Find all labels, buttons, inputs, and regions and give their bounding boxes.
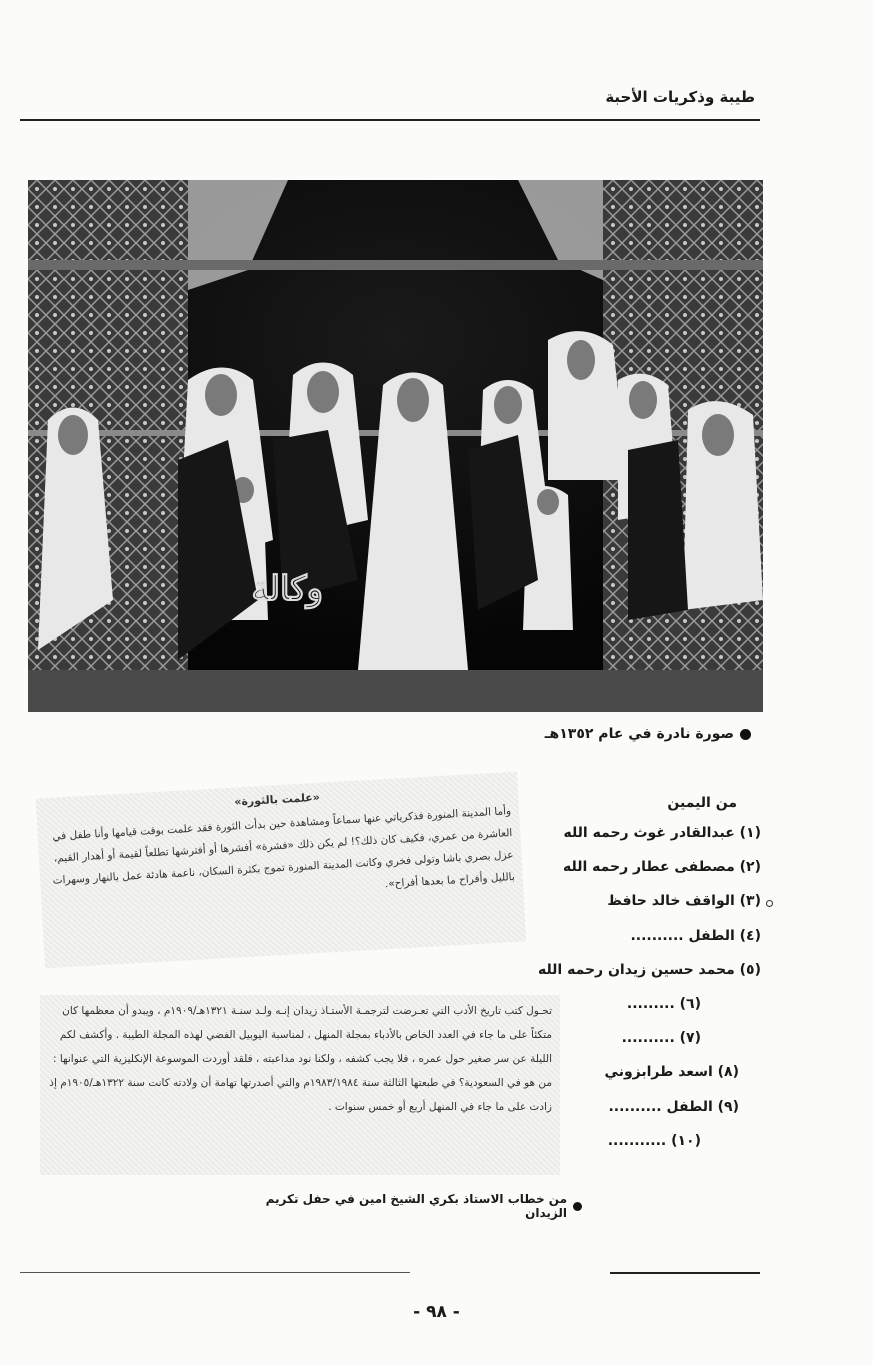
footer-rule — [20, 1272, 410, 1273]
list-item: (٣) الواقف خالد حافظ — [607, 893, 761, 910]
photo-overlay-text: وكالة — [251, 569, 323, 609]
list-item: (٩) الطفل .......... — [608, 1098, 739, 1115]
photo-caption — [545, 726, 751, 742]
list-item: (٤) الطفل .......... — [630, 927, 761, 944]
quote-body: وأما المدينة المنورة فذكرياتي عنها سماعاً ومشاهدة حين بدأت الثورة فقد علمت بوقت قيامها وأنا طفل في العاشرة من عمري، فكيف كان ذلك؟! لم يكن ذلك «فشرة» أفشرها أو أفترشها تطلعاً لقيمة أو أهدار القيم، عزل بصري باشا وتولى فخري وكانت المدينة المنورة تموج بكثرة السكان، ناعمة هادئة عمل بالنهار وسهرات بالليل وأفراح ما بعدها أفراح». — [52, 805, 516, 891]
excerpt-block — [40, 995, 560, 1175]
source-bullet-icon — [573, 1202, 582, 1211]
page-number: - ٩٨ - — [413, 1302, 460, 1322]
list-item: (٨) اسعد طرابزوني — [604, 1064, 739, 1081]
source-note — [220, 1192, 582, 1220]
list-item: (٦) ......... — [626, 995, 701, 1012]
list-item: (١) عبدالقادر غوث رحمه الله — [563, 825, 761, 841]
list-item: (٧) .......... — [621, 1030, 701, 1047]
source-note-text: من خطاب الاستاذ بكري الشيخ امين في حفل تكريم الزيدان — [265, 1192, 568, 1220]
footer-rule — [610, 1272, 760, 1274]
excerpt-body: تحـول كتب تاريخ الأدب التي تعـرضت لترجمـة الأستـاذ زيدان إنـه ولـد سنـة ١٣٢١هـ/١٩٠٩م ، ويبدو أن معظمها كان متكئاً على ما جاء في العدد الخاص بالأدباء بمجلة المنهل ، لمناسبة اليوبيل الفضي لهذه المجلة الطيبة . وأكشف لكم الليلة عن سر صغير حول عمره ، فلا يجب كشفه ، ولكنا نود مداعبته ، فلقد أوردت الموسوعة الإنكليزية التي عنوانها : من هو في السعودية؟ في طبعتها الثالثة سنة ١٩٨٣/١٩٨٤م والتي أصدرتها تهامة أن ولادته كانت سنة ١٣٢٢هـ/١٩٠٥م إذ زادت على ما جاء في المنهل أربع أو خمس سنوات . — [49, 1005, 552, 1113]
list-item: (٢) مصطفى عطار رحمه الله — [563, 859, 761, 876]
margin-dot-icon — [766, 900, 773, 907]
historical-photo — [28, 180, 763, 712]
caption-text: صورة نادرة في عام ١٣٥٢هـ — [544, 726, 734, 742]
header-rule — [20, 119, 760, 121]
quote-title: «علمت بالثورة» — [233, 790, 321, 809]
running-header: طيبة وذكريات الأحبة — [605, 88, 755, 106]
caption-bullet-icon — [740, 729, 751, 740]
list-item: (٥) محمد حسين زيدان رحمه الله — [537, 961, 761, 978]
photo-illustration — [28, 180, 763, 712]
quote-block — [36, 772, 527, 969]
list-item: (١٠) ........... — [607, 1132, 701, 1149]
names-heading: من اليمين — [667, 795, 737, 811]
